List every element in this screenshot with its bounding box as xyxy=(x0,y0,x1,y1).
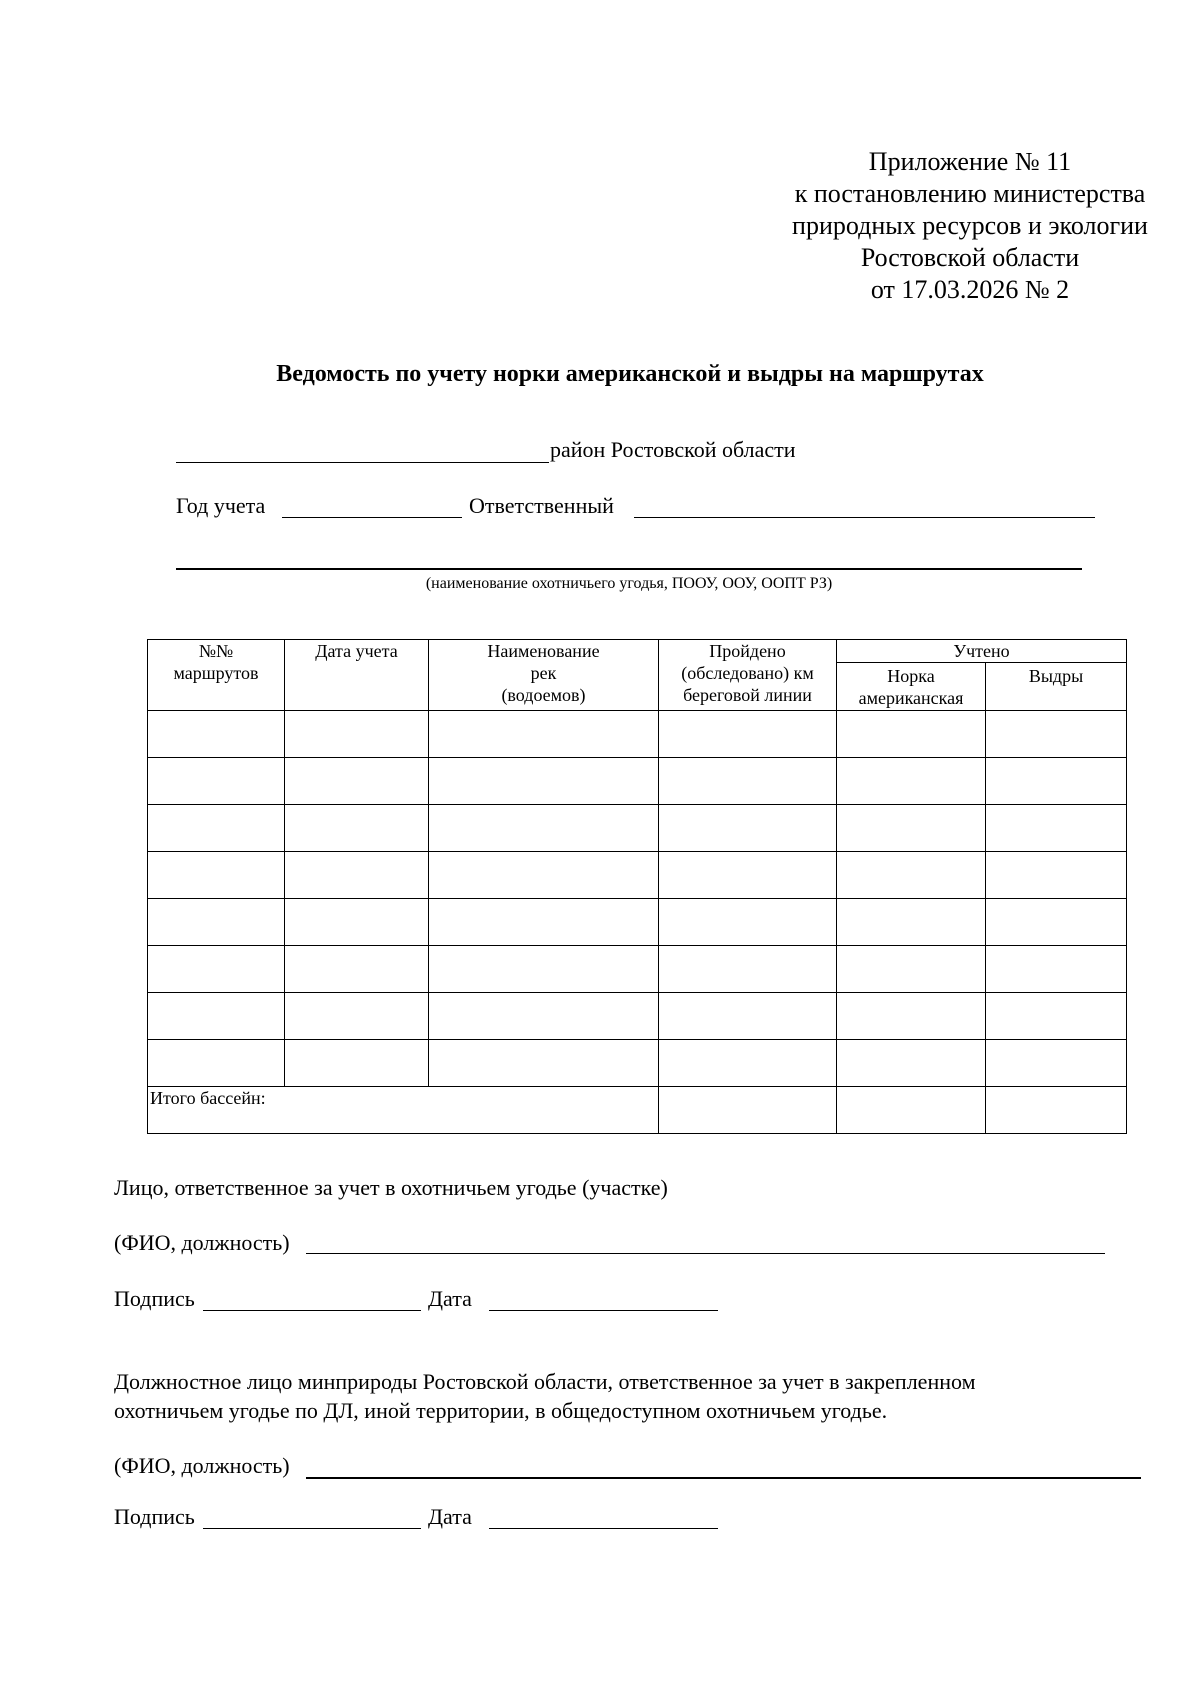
header-routes xyxy=(148,640,285,711)
cell[interactable] xyxy=(986,852,1127,899)
year-blank-line[interactable] xyxy=(282,517,462,518)
cell[interactable] xyxy=(429,711,659,758)
cell[interactable] xyxy=(429,993,659,1040)
appendix-header xyxy=(740,146,1200,306)
appendix-line-1: Приложение № 11 xyxy=(868,147,1072,176)
cell[interactable] xyxy=(285,758,429,805)
appendix-line-5: от 17.03.2026 № 2 xyxy=(870,275,1070,304)
cell[interactable] xyxy=(429,805,659,852)
cell[interactable] xyxy=(986,805,1127,852)
cell[interactable] xyxy=(429,758,659,805)
cell[interactable] xyxy=(837,805,986,852)
header-rivers xyxy=(429,640,659,711)
table-row xyxy=(148,946,1127,993)
cell[interactable] xyxy=(659,1040,837,1087)
cell[interactable] xyxy=(148,899,285,946)
cell[interactable] xyxy=(148,711,285,758)
table-row xyxy=(148,899,1127,946)
table-row xyxy=(148,758,1127,805)
cell[interactable] xyxy=(659,899,837,946)
cell[interactable] xyxy=(837,993,986,1040)
table-header-row-1 xyxy=(148,640,1127,663)
header-distance-line-1: Пройдено xyxy=(709,641,786,661)
cell[interactable] xyxy=(837,899,986,946)
section2-fio-blank-line[interactable] xyxy=(306,1477,1141,1479)
cell[interactable] xyxy=(429,899,659,946)
total-distance-cell[interactable] xyxy=(659,1087,837,1134)
cell[interactable] xyxy=(659,805,837,852)
cell[interactable] xyxy=(837,758,986,805)
cell[interactable] xyxy=(986,946,1127,993)
cell[interactable] xyxy=(285,711,429,758)
cell[interactable] xyxy=(148,805,285,852)
header-distance-line-3: береговой линии xyxy=(683,685,812,705)
hunting-ground-blank-line[interactable] xyxy=(176,568,1082,570)
header-mink xyxy=(837,663,986,711)
total-otter-cell[interactable] xyxy=(986,1087,1127,1134)
section1-sign-label: Подпись xyxy=(114,1286,195,1311)
cell[interactable] xyxy=(429,946,659,993)
header-rivers-line-1: Наименование xyxy=(487,641,600,661)
year-label: Год учета xyxy=(176,493,266,518)
appendix-line-3: природных ресурсов и экологии xyxy=(792,211,1148,240)
cell[interactable] xyxy=(285,805,429,852)
cell[interactable] xyxy=(148,758,285,805)
cell[interactable] xyxy=(285,1040,429,1087)
table-row xyxy=(148,993,1127,1040)
document-title: Ведомость по учету норки американской и выдры на маршрутах xyxy=(276,361,984,387)
total-mink-cell[interactable] xyxy=(837,1087,986,1134)
total-label-cell xyxy=(148,1087,659,1134)
header-rivers-line-2: рек xyxy=(530,663,557,683)
cell[interactable] xyxy=(285,899,429,946)
table-row xyxy=(148,852,1127,899)
cell[interactable] xyxy=(659,711,837,758)
table-row xyxy=(148,1040,1127,1087)
cell[interactable] xyxy=(659,993,837,1040)
cell[interactable] xyxy=(659,946,837,993)
section2-date-label: Дата xyxy=(428,1504,472,1529)
census-table xyxy=(147,639,1127,1134)
section2-date-blank-line[interactable] xyxy=(489,1528,718,1529)
section2-heading-line-2: охотничьем угодье по ДЛ, иной территории, в общедоступном охотничьем угодье. xyxy=(114,1398,888,1423)
responsible-label: Ответственный xyxy=(469,493,614,518)
header-otter xyxy=(986,663,1127,711)
hunting-ground-caption: (наименование охотничьего угодья, ПООУ, ООУ, ООПТ РЗ) xyxy=(425,575,833,592)
cell[interactable] xyxy=(986,711,1127,758)
cell[interactable] xyxy=(429,852,659,899)
table-row xyxy=(148,711,1127,758)
header-mink-line-2: американская xyxy=(858,688,964,708)
header-counted-text: Учтено xyxy=(953,641,1010,661)
header-distance xyxy=(659,640,837,711)
table-row xyxy=(148,805,1127,852)
cell[interactable] xyxy=(429,1040,659,1087)
cell[interactable] xyxy=(659,852,837,899)
cell[interactable] xyxy=(986,758,1127,805)
section1-sign-blank-line[interactable] xyxy=(203,1310,421,1311)
cell[interactable] xyxy=(285,946,429,993)
district-suffix: район Ростовской области xyxy=(550,437,796,462)
cell[interactable] xyxy=(986,1040,1127,1087)
section1-fio-blank-line[interactable] xyxy=(306,1253,1105,1254)
cell[interactable] xyxy=(837,1040,986,1087)
cell[interactable] xyxy=(285,852,429,899)
cell[interactable] xyxy=(837,946,986,993)
section2-fio-label: (ФИО, должность) xyxy=(114,1453,290,1478)
header-counted xyxy=(837,640,1127,663)
section2-sign-blank-line[interactable] xyxy=(203,1528,421,1529)
cell[interactable] xyxy=(837,852,986,899)
header-date-text: Дата учета xyxy=(315,641,398,661)
section2-heading-line-1: Должностное лицо минприроды Ростовской области, ответственное за учет в закрепленном xyxy=(114,1369,976,1394)
district-blank-line[interactable] xyxy=(176,462,549,463)
cell[interactable] xyxy=(148,852,285,899)
table-total-row xyxy=(148,1087,1127,1134)
header-distance-line-2: (обследовано) км xyxy=(681,663,814,683)
section2-sign-label: Подпись xyxy=(114,1504,195,1529)
cell[interactable] xyxy=(986,993,1127,1040)
header-routes-line-1: №№ xyxy=(198,641,234,661)
header-rivers-line-3: (водоемов) xyxy=(501,685,586,705)
cell[interactable] xyxy=(285,993,429,1040)
header-date xyxy=(285,640,429,711)
cell[interactable] xyxy=(659,758,837,805)
cell[interactable] xyxy=(986,899,1127,946)
section1-heading: Лицо, ответственное за учет в охотничьем угодье (участке) xyxy=(114,1175,668,1200)
appendix-line-4: Ростовской области xyxy=(860,243,1080,272)
section1-fio-label: (ФИО, должность) xyxy=(114,1230,290,1255)
header-otter-text: Выдры xyxy=(1028,666,1084,686)
header-routes-line-2: маршрутов xyxy=(173,663,259,683)
appendix-line-2: к постановлению министерства xyxy=(794,179,1146,208)
cell[interactable] xyxy=(837,711,986,758)
header-mink-line-1: Норка xyxy=(887,666,935,686)
section1-date-label: Дата xyxy=(428,1286,472,1311)
cell[interactable] xyxy=(148,946,285,993)
cell[interactable] xyxy=(148,1040,285,1087)
section1-date-blank-line[interactable] xyxy=(489,1310,718,1311)
total-label: Итого бассейн: xyxy=(150,1088,266,1108)
cell[interactable] xyxy=(148,993,285,1040)
responsible-blank-line[interactable] xyxy=(634,517,1095,518)
